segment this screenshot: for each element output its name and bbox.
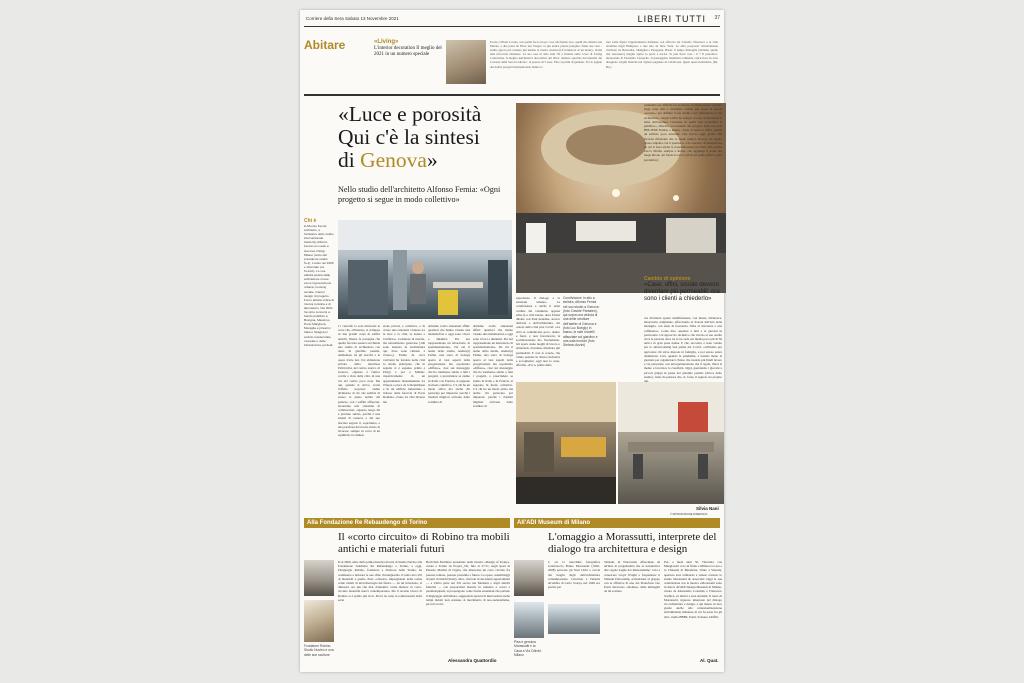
robino-caption: Fondatore Robino. Studio Nucleo e una delle sue sculture [304, 644, 334, 657]
masthead-rule [304, 26, 720, 27]
chi-e-box [304, 218, 334, 347]
article-headline [338, 103, 513, 172]
model-room-photo [516, 382, 616, 504]
headline-line-1: «Luce e porosità [338, 102, 482, 126]
robino-portrait [304, 560, 334, 596]
adi-col-3: Poi, a metà anni 50, l'incontro con Mangiarotti con cui firmo a Milano la Casa e lo Chiesetti di Baranzate. Vanto a Venezia, apertura area lombarda a venete consolo lo studio Morassutti & Associati: Oggi la sua celebrazione con la mostra «Morassutti sono in dieci» all'ADI Design Museum di Milano, curata da Alessandro Colombo e Francesco Scullica, ex allievi e suoi studenti. Il ruolo di Morassutti, rigoroso interprete del dialogo tra architettura e design, a qui messo in luce grazie anche alla contestualizzazione nell'ambiente milanese di cui fu parte fra gli altri, studio BBPR, Ponti, Sottsass, Defflic. [664, 560, 722, 619]
article-col-2: sione privata e collettiva, e di creare una relazione virtuosa tra la luce e la città, la natura e l'artificio». Celebrese di nascita, ma naturalizzato genovese (-Mi sono laureato in Architettura qui, dove sono rimasto a vivere»), Femia da circa vent'anni ha fondato nella città lo studio principale, che in seguito si è espanso prima a Parigi e poi a Milano: rispettivamente in un appartamento haussmaniano tra l'Opera e place de la République e in un edificio industriale a ridosso della ferrovia di Porta Romana. «Sono tre città diverse ma [383, 324, 425, 404]
morassutti-building-photo [514, 602, 544, 638]
adi-col-2: Taliesin, in Wisconsin, affascinato da un'idea di progettualità che si sostanziava alle regole traghe del Razionalismo: vola a conoscere Lloyd Wright e frequentare il Taliesin Fellowship, arrivandone al gruppo con le affiorive di uno dei Pianoforte Gio Ponti attraverso «Domus» delle immagini da lui scattate. [604, 560, 660, 594]
photo-credits: Condivisione In alto a sinistra, Alfonso Femia nel suo studio a Genova (foto: Davide Pantaleo), qui sopra una veduta di una delle strutture dell'atelier di Genova e (foto Luc Boegly) in basso, le sale modelli affacciate sul giardino e una sala riunioni (foto Stefano Anzini) [563, 296, 599, 348]
living-title: «Living» [374, 39, 399, 45]
robino-sculpture-photo [304, 600, 334, 642]
living-cover-image [446, 40, 486, 84]
article-col-1: I l cancello la solo intravede le corte che, all'interno, si sviluppa in due grandi corpi di edifici antichi. Niente fa presagire che quella facciata austera racchiuda uno studio di architettura con tanto di giardino pensile, ambientato tra gli stucchi e le opere d'arte del- l'ex abitazione privata della marchesa Pallavicini, nel centro storico di Genova. «Questo è l'unico cortile a vista della città, in una via del centro poco nota. Ma qui, quando si arriva, scatta l'effetto sorpresa: siamo all'interno di ciò che sembra di essere al piano nobile del palazzo, con i soffitti affrescati, lavoriamo una cinestina di collaboratori. «Questo luogo mi è piaciuto subito, perché è una sintesi di Genova e del suo lasciare segreto il, soprattutto, e una parafrasi del nostro modo di lavorare, sempre in cerca di un equilibrio tra dimen- [338, 324, 380, 438]
teaser-rule [304, 94, 720, 96]
masthead-date: Corriere della Sera Sabato 13 Novembre 2021 [306, 16, 399, 21]
headline-line-3-pre: di [338, 148, 361, 172]
adi-title: L'omaggio a Morassutti, interprete del dialogo tra architettura e design [548, 531, 717, 555]
article-subhead: Nello studio dell'architetto Alfonso Femia: «Ogni progetto si segue in modo collettivo» [338, 185, 501, 204]
article-col-4-start: abbiamo scelto situazioni affini: quartieri che hanno vissuto una metamorfosi e oggi sono vivaci e dinamici. Per noi rappresentano un laboratorio di sperimentazione». Da cui il nome dello studio, Atelier(s) Femia, una sorta di bottega aperta al vasi aspetti della progettazione ma soprattutto «diffuso», cioè sui messaggio che ho trasmesso subito a tutti i progetti, a prescindere se siamo in Italia o in Francia, si seguono in modo collettivo. C'è chi ha un modo attivo ma anche chi partecipa per imparare: perché i risultati migliori arrivano dallo scambio di [473, 324, 514, 408]
meeting-room-photo [618, 382, 724, 504]
meeting-room-illustration [618, 382, 724, 504]
studio-photo [338, 220, 512, 319]
headline-accent: Genova [360, 148, 427, 172]
robino-col-2: Bovivlam Furniture presentate nella mostra «Design of Today», curata a Torino da Project_TO, fino al 27/11, negli spazi di Palazzo Martini di Cigala, che innescano un corto circuito fra passato remoto, passato prossimo e futuro. Le opere, assemblaggi di parti di mobili liberty, déco, ritrovati in decadenti appartamenti — e d'altra parte nel XX secolo nei Madsetti e dagli antichi futuristi — con proporzioni inserite in cemento a colori e parallelepipedi, si propongono come forme essenziali che parlano il linguaggio dell'abitare, suggerendo ipotesi di innovazioni anche tempi indotti non estranee al movimento di neo-razionalismo, piccoli scorci. [426, 560, 510, 607]
living-body-right: loro bella figura l'appartamento milanese con affaccio sul Castello Sforzesco e la villa ottantina negli Hampton, e due uno da New York. Le altre proposte? Attraltamente rivisitate tra Bruxelles, Shanghai e Patagonia. Basta: il tempo dilataglie (diciamo quello che restassero) meglio aprire la porta e uscire. Si può fuori casa / 6 ? Il periodico: monorriale di Fernando Caruncho. Il paesaggista madrileno talmente capricciosi da aver disegnato origini bianche nel vigneto pugliese di Cefalicone. Quasi quasi rientriamo. (Pk. Bu.) [606, 40, 718, 69]
living-subtitle: L'interior decoration Il meglio del 2021 in un numero speciale [374, 46, 442, 57]
section-label: Abitare [304, 38, 346, 52]
adi-author: Al. Quat. [700, 658, 719, 663]
article-author: Silvia Nani [696, 506, 719, 511]
quote-text: «Case, uffici, scuole devono diventare più permeabili: ora sono i clienti a chiederlo» [644, 282, 720, 302]
morassutti-portrait [514, 560, 544, 596]
chi-e-text: ● Alfonso Femia architetto, è fondatore dello studio internazionale Atelier(s) Alfonso Femia con sede a Genova, Parigi, Milano (sotto dal presidente studio 5+1). L'esito nel 1995 e diventato poi 5+1AA). Le sue attività spazia dalle architetture nuove come rigenerazione urbana, housing sociale, interior design di progetto. Fra le attività critica di ricerca turistica e di laboratorio. Nel 2021 ha vinto concorsi a bando pubblico a Bologna, Massimo, Porto Marghera, Meraglia e privati in Italia e Spagna in ambito residenziale, museale e delle infrastrutture portuali. [304, 224, 334, 347]
living-body-left: Ecodo, Olivier Lavoie, con quella facca un po' così, che hanno loro, quelli che abitano nel Marais, a due passi da Place des Vosges. la più antica piazza parigina. Nelle sue case -studio (giova per rendere più umana la nostra cinestesi) il fondatore di un luxury- brand ama ritrovarsi chiamare. La sua casa in stile anni '50 è firmata sulla cover di Living Collections. Il meglio dell'interior decoration del 2021: numero speciale del mensile del Corriere della Sera in edicola : al prezzo di 5 euro. Fino ai primi di gennaio. Tra le pagine dei dodici progetti internazionali, hanno la [490, 40, 602, 69]
model-room-illustration [516, 382, 616, 504]
headline-line-2: Qui c'è la sintesi [338, 125, 480, 149]
robino-author: Alessandra Quattordio [448, 658, 497, 663]
article-col-3: abbiamo scelto situazioni affini: quartieri che hanno vissuto una metamorfosi e oggi sono vivaci e dinamici. Per noi rappresentano un laboratorio di sperimentazione». Da cui il nome dello studio, Atelier(s) Femia, una sorta di bottega aperta al vasi aspetti della progettazione ma soprattutto «diffuso», cioè sui messaggio che ho trasmesso subito a tutti i progetti, a prescindere se siamo in Italia o in Francia, si seguono in modo collettivo. C'è chi ha un modo attivo ma anche chi partecipa per imparare: perché i risultati migliori arrivano dallo scambio di [428, 324, 470, 404]
morassutti-house-photo [548, 604, 600, 634]
article-col-6-top: ora diventerà spazio multifunzione, con musei, biblioteca, laboratorio artigianale, affacciando la Scuola dell'arte della medaglia, con tanto di foresteria. Oltre al ristorante e una caffetteria». Come dire, aperture a tutti e ai giovani in particolare. Un approccio inclusivo che riversa al suo studio circa la persone deve tra le tre sedi, età media poco più di 30 anni e in gran parte donne. E che, racconta, e stato volano per lo smartworking ben prima del Covid: «All'inizio per agevolare chi stava metodo in famiglia, e poi esteso senza distinzioni. Così, quando la pandemia, è bastata meno ai giornata per organizzarci. Penso che avendo più fluidi lavoro e via personale, con un'organizzazione che li regoli, liberi la mente e favorisca la creatività. Oggi, guardando i giovani a piccoli gruppi in pause nel giardino pensile (chicca dello studio), viene da pensare che, sì, forse, il segreto sta proprio [644, 316, 722, 379]
robino-col-1: D al 2009, anno della prima massiva mostra di Studio Nucleo alla Fondazione Sandretto Re Rebaudengo a Torino, a oggi, Piergiorgio Robino, fondatore e direttore dello Studio, ha continuato a lanciare le sue sfide d'avanguardia. Il tema dei cicli di materiali e quello d'uso «classici» impregionati nella resina come cimeli di un'archeologia del futuro — da lui introdotto, si dimostra ora più che mai d'attualità: come mettere in corto-circuito materiali nuovi contemporaneo. Ma il recente lavoro di Robino si è spinto più in là. Prova ne sono le realizzazioni della serie [338, 560, 422, 602]
article-col-4: esperienze. Il dialogo e le relazioni umane». La condivisione è anche il tema cardine del volumetto appena edito (La città buona, dove Femia dibatte con Paul Ardenne, storico dell'arte e dell'architettura, sul «ruolo della città post Covid: «La città se comunicano poco, dentro e fuori, e non favoriscono la socializzazione ma l'isolamento. Gli spazi, siano luoghi di lavoro o abitazioni, dovranno diventare più permeabili. E così le scuole, che vanno pensate in chiave inclusiva e accogliente: oggi non lo sono, afferma. «Ecco, prima della [516, 296, 560, 368]
robino-title: Il «corto circuito» di Robino tra mobili antichi e materiali futuri [338, 531, 510, 555]
chi-e-title: Chi è [304, 218, 317, 224]
headline-line-3 [338, 149, 513, 172]
article-col-5: pandemia era difficile far accettare ai clienti questi concetti. Oggi sono tutti a chiederli». Femia una sposo la parola «poroso»: per definire il suo studio e per sintetizzare le sue architetture. «Negli edifici ho sempre cercato di introdurre il tema dell'aperture, l'ermione in quelli non accessibili al pubblico», afferma, raccontando del progetto della sua sede BNL-BNP Paribas a Roma: «Sede di banca e uffici, quindi un edificio poco attraente. Che invece oggi, grazie alla facciata riflettente che lo rende sempre diverso, ha saputo creare empatia con il quartiere». Un concerto di integrazione su cui si basa anche la riqualificazione (in fieri) della prima Zecca d'Italia, sempre a Roma, che aggiunge il nome del luogo Brodo «in fondo la zecca già in era (unita uffici e polo produttivo) [644, 103, 722, 162]
masthead-section-title: LIBERI TUTTI [637, 14, 706, 24]
newspaper-page [300, 10, 724, 672]
adi-caption: Pisa e genuina Morassutti e la Casa a Via Cilindri. Milano [514, 640, 542, 657]
quote-box [644, 276, 722, 303]
article-copyright: © RIPRODUZIONE RISERVATA [670, 513, 708, 516]
page-number: 37 [714, 15, 720, 21]
headline-line-3-post: » [426, 148, 438, 172]
adi-col-1: C on la macchina fotografica sottobraccio Bruno Morassutti (1920-2008) percorse gli Stati Uniti a caccia dei luoghi degli dell'architettura contemporanea. Cresciuto a Venezia all'ombra di Carlo Scarpa, nel 1949 era partito per [548, 560, 600, 590]
studio-photo-illustration [338, 220, 512, 319]
quote-title: Cambio di opinione [644, 276, 691, 282]
adi-section-bar: All'ADI Museum di Milano [514, 518, 720, 528]
robino-section-bar: Alla Fondazione Re Rebaudengo di Torino [304, 518, 510, 528]
